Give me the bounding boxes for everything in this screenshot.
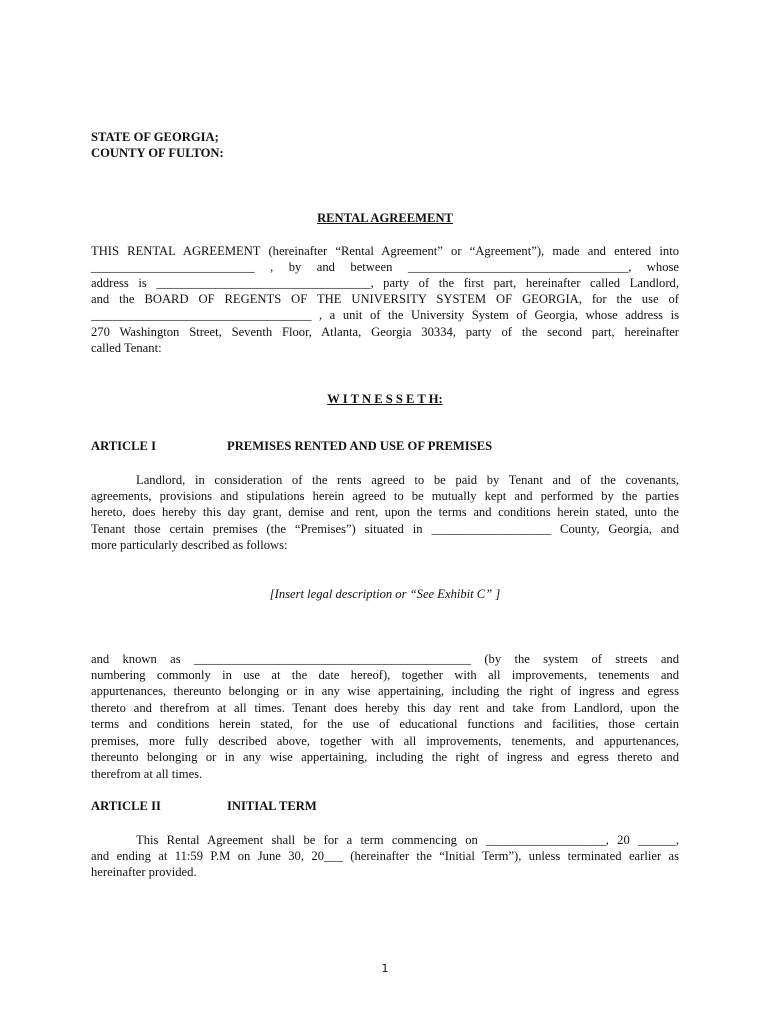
intro-line: and the BOARD OF REGENTS OF THE UNIVERSITY SYSTEM OF GEORGIA, for the use of [91,292,679,306]
article-1-number: ARTICLE I [91,439,156,453]
article-1-line: numbering commonly in use at the date hereof), together with all improvements, tenements and [91,668,679,682]
article-1-line: thereunto belonging or in any wise appertaining, including the right of ingress and egress thereto and [91,750,679,764]
article-2-title: INITIAL TERM [227,799,317,813]
intro-line: called Tenant: [91,341,162,355]
article-2-line: This Rental Agreement shall be for a term commencing on ___________________, 20 ______, [136,833,679,847]
article-1-line: appurtenances, thereunto belonging or in any wise appertaining, including the right of ingress and egress [91,684,679,698]
article-1-line: Landlord, in consideration of the rents agreed to be paid by Tenant and of the covenants, [136,473,679,487]
article-1-line: thereto and therefrom at all times. Tenant does hereby this day rent and take from Landlord, upon the [91,701,679,715]
article-1-title: PREMISES RENTED AND USE OF PREMISES [227,439,493,453]
article-2-line: and ending at 11:59 P.M on June 30, 20___ (hereinafter the “Initial Term”), unless terminated earlier as [91,849,679,863]
intro-line: THIS RENTAL AGREEMENT (hereinafter “Rental Agreement” or “Agreement”), made and entered into [91,244,679,258]
intro-line: address is __________________________________, party of the first part, hereinafter called Landlord, [91,276,679,290]
intro-line: ___________________________________ , a unit of the University System of Georgia, whose address is [91,308,679,322]
article-1-line: hereto, does hereby this day grant, demise and rent, upon the terms and conditions herein stated, unto the [91,505,679,519]
article-1-line: agreements, provisions and stipulations herein agreed to be mutually kept and performed by the parties [91,489,679,503]
article-1-line: Tenant those certain premises (the “Premises”) situated in ___________________ County, Georgia, and [91,522,679,536]
intro-line: __________________________ , by and between ___________________________________, whose [91,260,679,274]
witnesseth-heading: W I T N E S S E T H: [327,392,443,406]
article-1-line: therefrom at all times. [91,767,203,781]
legal-description-note: [Insert legal description or “See Exhibit C” ] [269,587,501,601]
state-heading: STATE OF GEORGIA; [91,130,219,144]
article-2-line: hereinafter provided. [91,865,197,879]
county-heading: COUNTY OF FULTON: [91,146,224,160]
article-1-line: and known as ____________________________________________ (by the system of streets and [91,652,679,666]
article-2-number: ARTICLE II [91,799,161,813]
article-1-line: premises, more fully described above, together with all improvements, tenements, and appurtenances, [91,734,679,748]
intro-line: 270 Washington Street, Seventh Floor, Atlanta, Georgia 30334, party of the second part, hereinafter [91,325,679,339]
document-title: RENTAL AGREEMENT [317,211,453,225]
article-1-line: more particularly described as follows: [91,538,288,552]
article-1-line: terms and conditions herein stated, for the use of educational functions and facilities, those certain [91,717,679,731]
page-number: 1 [381,962,389,975]
